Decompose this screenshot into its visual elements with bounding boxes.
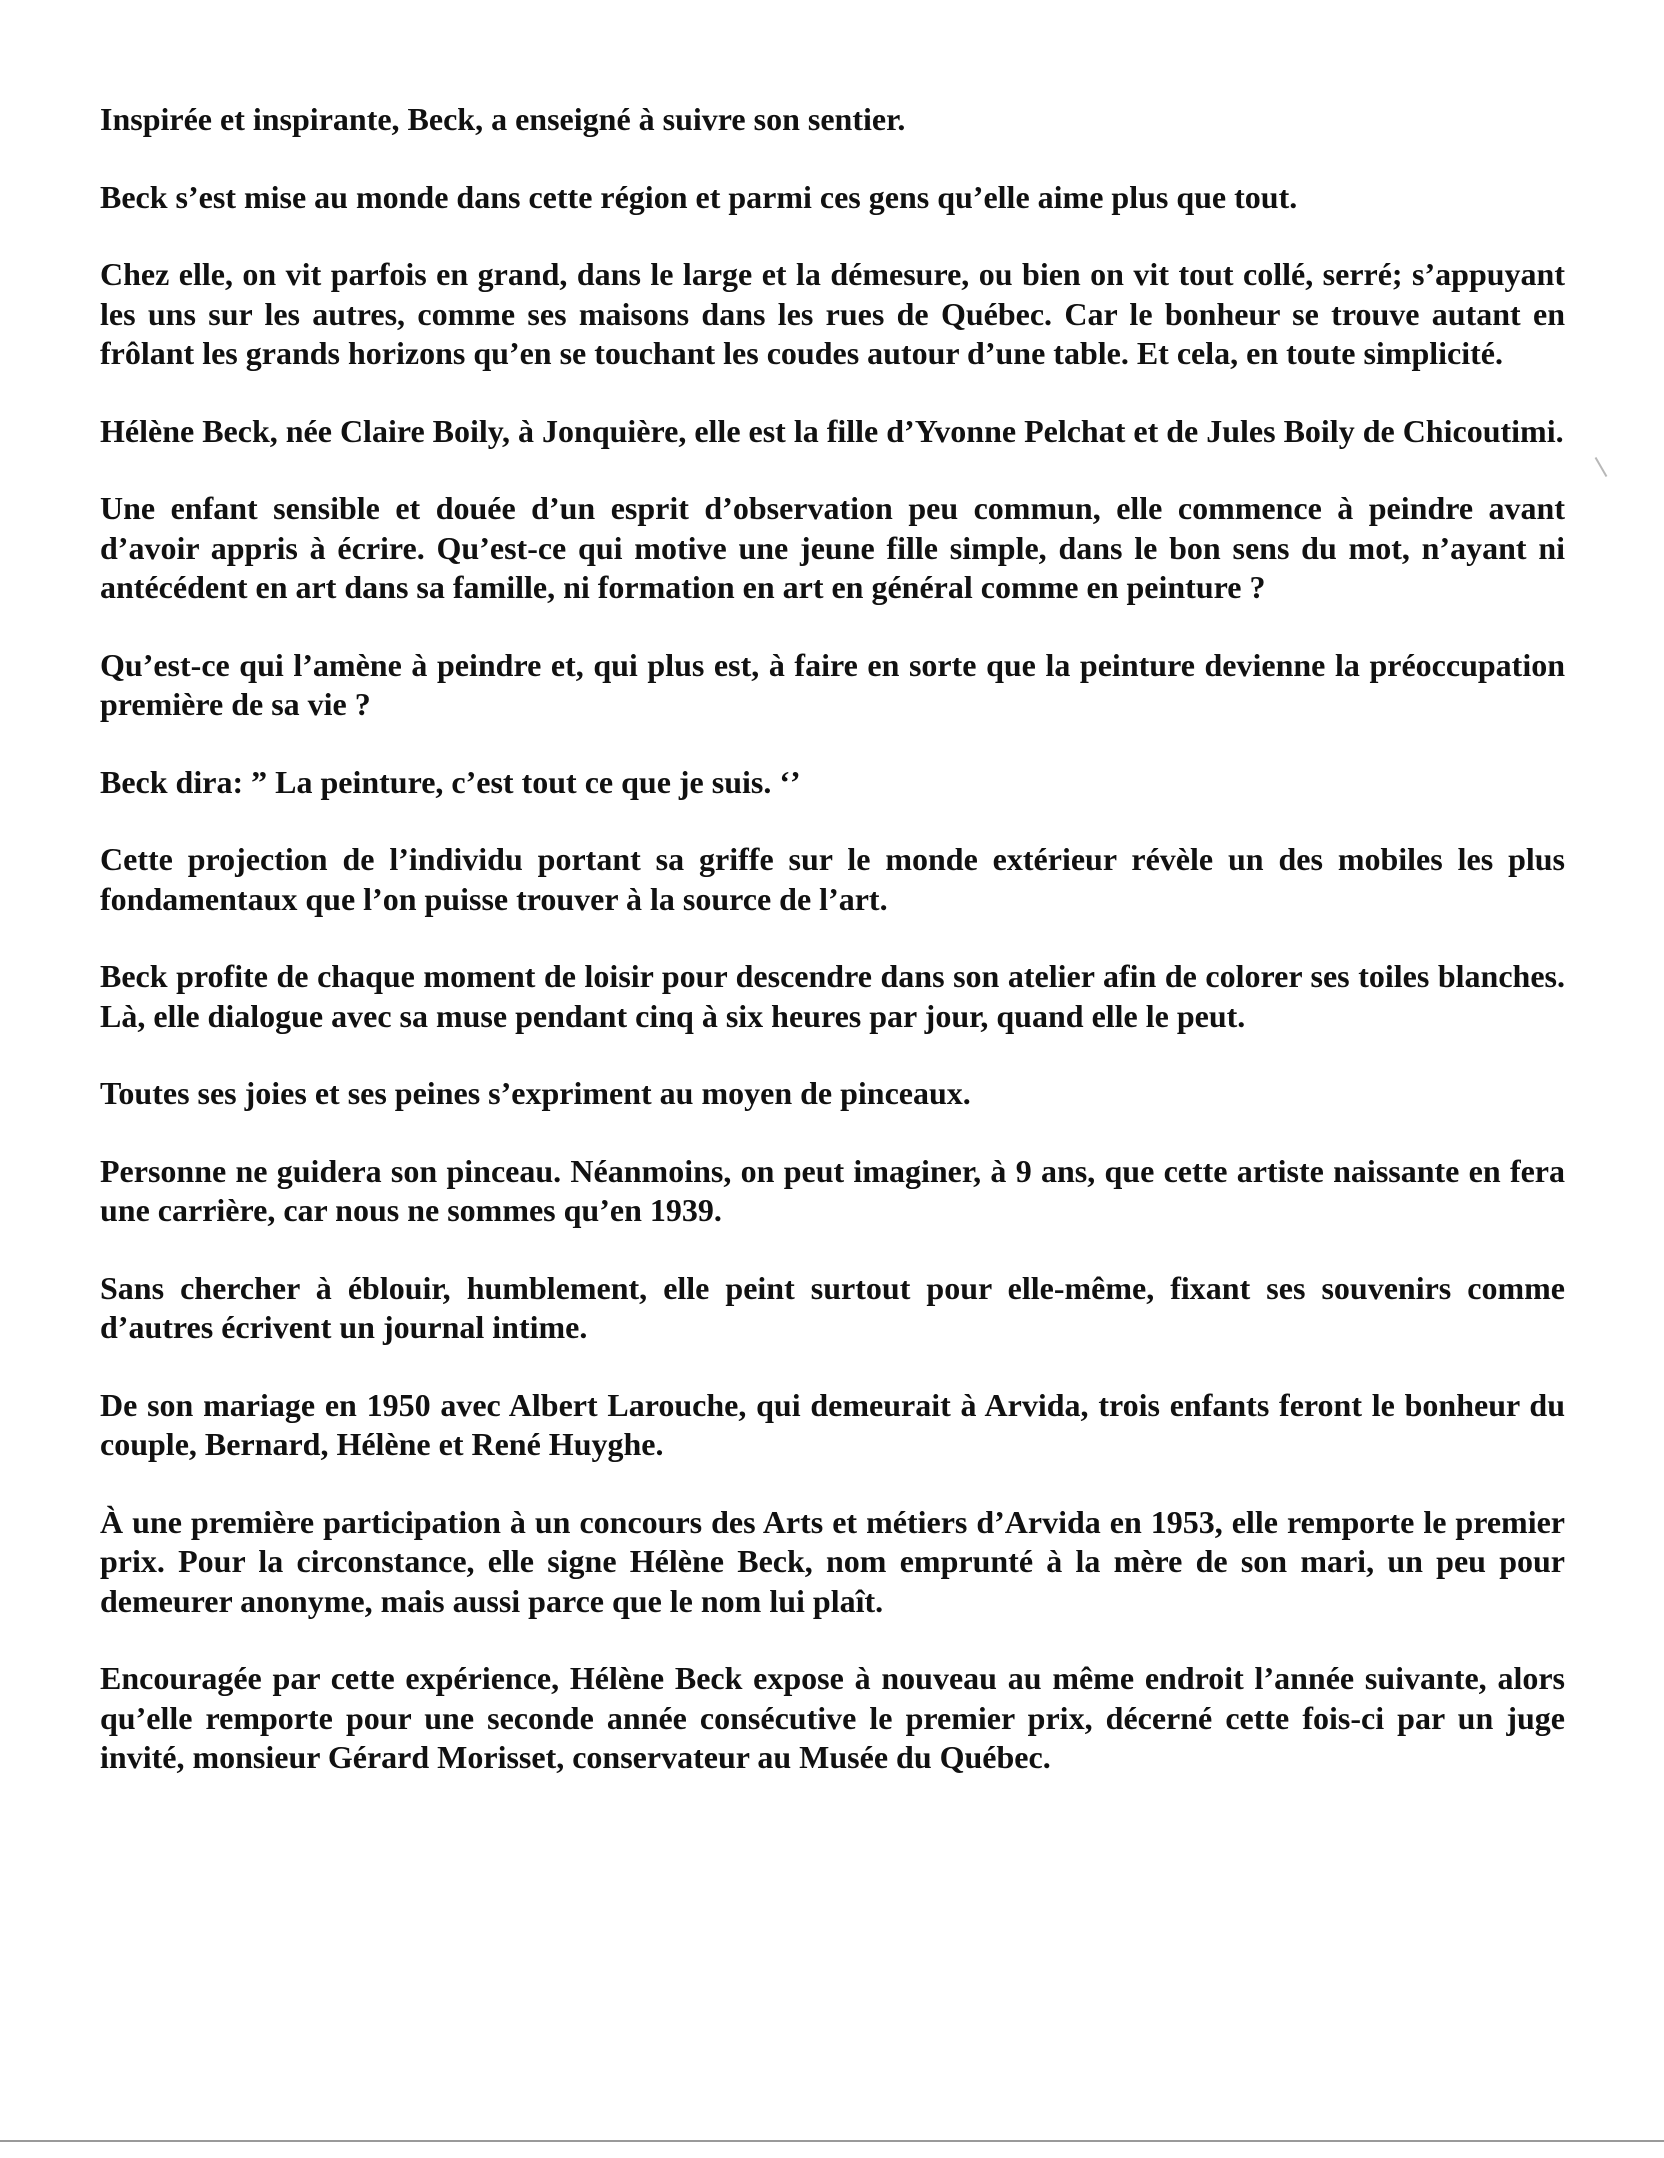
paragraph-15: Encouragée par cette expérience, Hélène Beck expose à nouveau au même endroit l’année suivante, alors qu’elle remporte pour une seconde année consécutive le premier prix, décerné cette fois-ci par un juge invité, monsieur Gérard Morisset, conservateur au Musée du Québec. bbox=[100, 1660, 1565, 1775]
paragraph-1: Inspirée et inspirante, Beck, a enseigné à suivre son sentier. bbox=[100, 101, 906, 137]
body-text bbox=[100, 100, 1565, 1816]
scan-mark bbox=[1595, 457, 1608, 477]
paragraph-8: Cette projection de l’individu portant sa griffe sur le monde extérieur révèle un des mobiles les plus fondamentaux que l’on puisse trouver à la source de l’art. bbox=[100, 841, 1565, 917]
paragraph-11: Personne ne guidera son pinceau. Néanmoins, on peut imaginer, à 9 ans, que cette artiste naissante en fera une carrière, car nous ne sommes qu’en 1939. bbox=[100, 1152, 1565, 1228]
paragraph-10: Toutes ses joies et ses peines s’expriment au moyen de pinceaux. bbox=[100, 1075, 971, 1111]
paragraph-14: À une première participation à un concours des Arts et métiers d’Arvida en 1953, elle remporte le premier prix. Pour la circonstance, elle signe Hélène Beck, nom emprunté à la mère de son mari, un peu pour demeurer anonyme, mais aussi parce que le nom lui plaît. bbox=[100, 1503, 1565, 1619]
paragraph-5: Une enfant sensible et douée d’un esprit d’observation peu commun, elle commence à peindre avant d’avoir appris à écrire. Qu’est-ce qui motive une jeune fille simple, dans le bon sens du mot, n’ayant ni antécédent en art dans sa famille, ni formation en art en général comme en peinture ? bbox=[100, 490, 1565, 605]
paragraph-9: Beck profite de chaque moment de loisir pour descendre dans son atelier afin de colorer ses toiles blanches. Là, elle dialogue avec sa muse pendant cinq à six heures par jour, quand elle le peut. bbox=[100, 958, 1565, 1034]
paragraph-12: Sans chercher à éblouir, humblement, elle peint surtout pour elle-même, fixant ses souvenirs comme d’autres écrivent un journal intime. bbox=[100, 1269, 1565, 1345]
paragraph-3: Chez elle, on vit parfois en grand, dans le large et la démesure, ou bien on vit tout collé, serré; s’appuyant les uns sur les autres, comme ses maisons dans les rues de Québec. Car le bonheur se trouve autant en frôlant les grands horizons qu’en se touchant les coudes autour d’une table. Et cela, en toute simplicité. bbox=[100, 256, 1565, 371]
paragraph-6: Qu’est-ce qui l’amène à peindre et, qui plus est, à faire en sorte que la peinture devienne la préoccupation première de sa vie ? bbox=[100, 646, 1565, 722]
paragraph-4: Hélène Beck, née Claire Boily, à Jonquière, elle est la fille d’Yvonne Pelchat et de Jules Boily de Chicoutimi. bbox=[100, 412, 1564, 449]
paragraph-2: Beck s’est mise au monde dans cette région et parmi ces gens qu’elle aime plus que tout. bbox=[100, 178, 1298, 215]
bottom-rule bbox=[0, 2140, 1664, 2142]
paragraph-13: De son mariage en 1950 avec Albert Larouche, qui demeurait à Arvida, trois enfants feront le bonheur du couple, Bernard, Hélène et René Huyghe. bbox=[100, 1386, 1565, 1462]
paragraph-7: Beck dira: ” La peinture, c’est tout ce que je suis. ‘’ bbox=[100, 763, 801, 800]
